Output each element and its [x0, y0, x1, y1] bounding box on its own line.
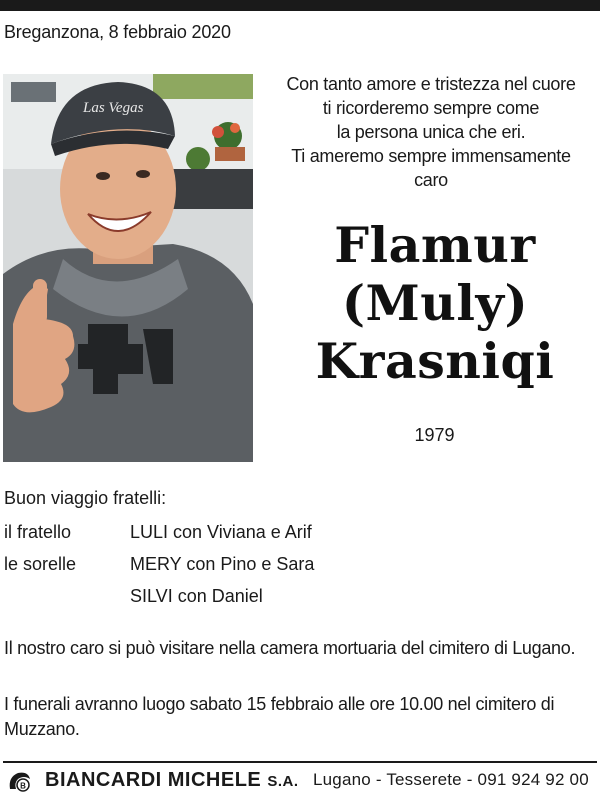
relation-label: il fratello — [4, 522, 72, 542]
brand-suffix: S.A. — [267, 773, 299, 790]
visitation-notice: Il nostro caro si può visitare nella camera mortuaria del cimitero di Lugano. — [4, 638, 576, 658]
cap-logo-text: Las Vegas — [83, 100, 144, 116]
first-name: Flamur — [334, 216, 536, 274]
footer-divider — [3, 761, 597, 763]
farewell-intro: Buon viaggio fratelli: — [4, 488, 167, 508]
funeral-home-logo-icon — [6, 769, 34, 793]
verse-line: la persona unica che eri. — [336, 122, 526, 142]
top-border — [0, 0, 600, 11]
portrait-photo — [3, 74, 253, 462]
funeral-home-contact: Lugano - Tesserete - 091 924 92 00 — [313, 770, 589, 789]
funeral-home-name — [45, 769, 299, 792]
verse-line: Ti ameremo sempre immensamente — [291, 146, 571, 166]
relative-names: SILVI con Daniel — [130, 586, 263, 606]
brand-name: BIANCARDI MICHELE — [45, 769, 262, 791]
relative-names: MERY con Pino e Sara — [130, 554, 315, 574]
verse-line: caro — [414, 170, 448, 190]
logo-letter: B — [20, 781, 26, 791]
memorial-verse — [262, 72, 600, 192]
place-date: Breganzona, 8 febbraio 2020 — [4, 22, 231, 42]
funeral-home-footer — [3, 761, 597, 797]
deceased-name — [270, 216, 600, 390]
verse-line: ti ricorderemo sempre come — [322, 98, 540, 118]
relative-names: LULI con Viviana e Arif — [130, 522, 312, 542]
verse-line: Con tanto amore e tristezza nel cuore — [286, 74, 576, 94]
birth-year: 1979 — [414, 425, 455, 445]
nickname: (Muly) — [341, 274, 529, 332]
relation-label: le sorelle — [4, 554, 77, 574]
last-name: Krasniqi — [315, 332, 555, 390]
funeral-notice: I funerali avranno luogo sabato 15 febbraio alle ore 10.00 nel cimitero di Muzzano. — [4, 694, 555, 739]
